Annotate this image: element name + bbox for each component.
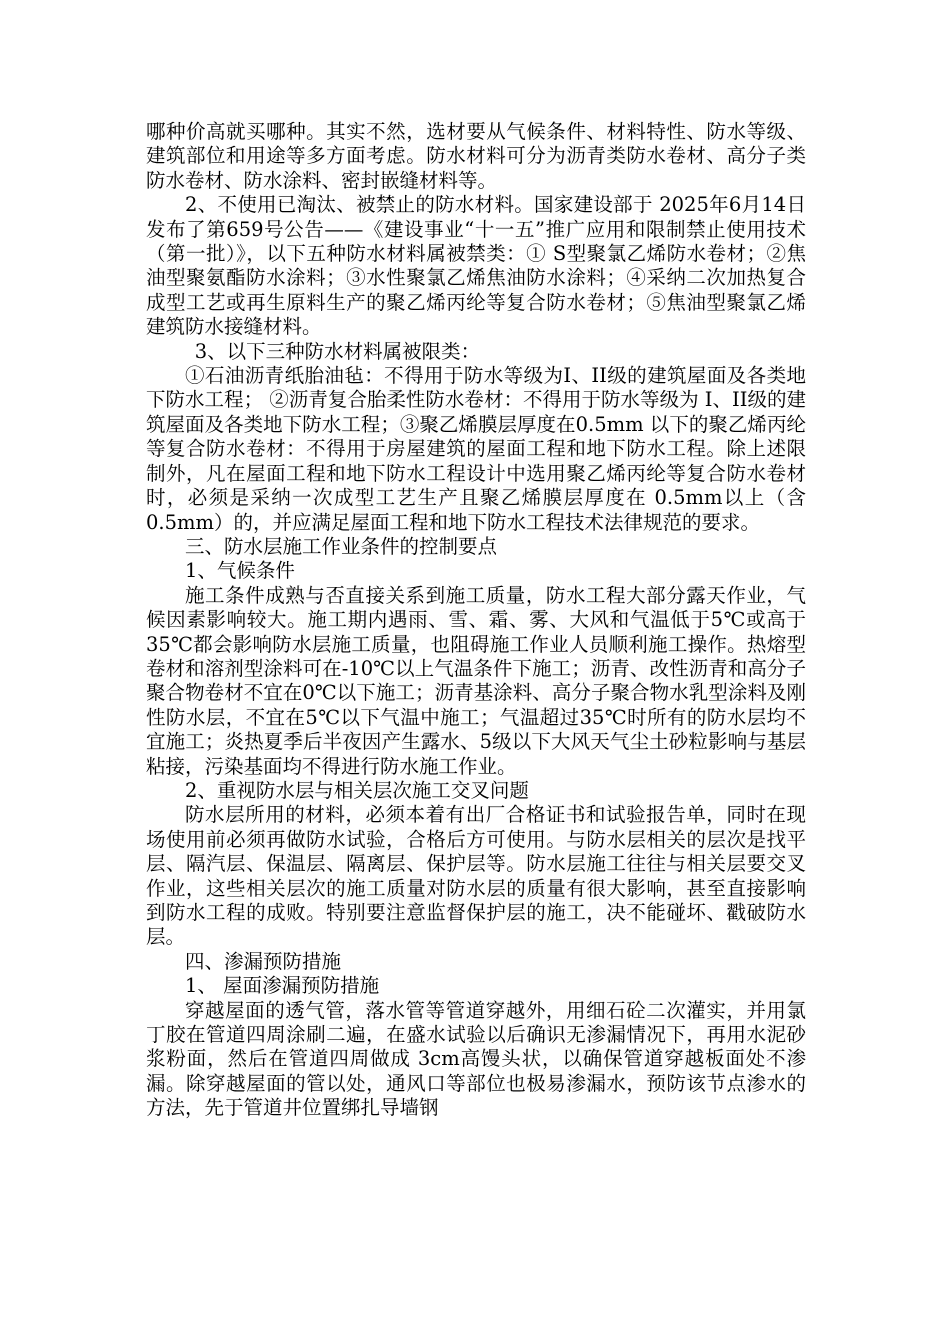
paragraph-climate: 施工条件成熟与否直接关系到施工质量，防水工程大部分露天作业，气候因素影响较大。施工期内遇雨、雪、霜、雾、大风和气温低于5℃或高于35℃都会影响防水层施工质量，也阻碍施工作业人员顺利施工操作。热熔型卷材和溶剂型涂料可在-10℃以上气温条件下施工；沥青、改性沥青和高分子聚合物卷材不宜在0℃以下施工；沥青基涂料、高分子聚合物水乳型涂料及刚性防水层，不宜在5℃以下气温中施工；气温超过35℃时所有的防水层均不宜施工；炎热夏季后半夜因产生露水、5级以下大风天气尘土砂粒影响与基层粘接，污染基面均不得进行防水施工作业。 [146,583,806,778]
paragraph-roof-leakage: 穿越屋面的透气管，落水管等管道穿越外，用细石砼二次灌实，并用氯丁胶在管道四周涂刷二遍，在盛水试验以后确识无渗漏情况下，再用水泥砂浆粉面，然后在管道四周做成 3cm高馒头状，以确保管道穿越板面处不渗漏。除穿越屋面的管以处，通风口等部位也极易渗漏水，预防该节点渗水的方法，先于管道井位置绑扎导墙钢 [146,998,806,1120]
paragraph-material-selection: 哪种价高就买哪种。其实不然，选材要从气候条件、材料特性、防水等级、建筑部位和用途等多方面考虑。防水材料可分为沥青类防水卷材、高分子类防水卷材、防水涂料、密封嵌缝材料等。 [146,120,806,192]
paragraph-banned-materials: 2、不使用已淘汰、被禁止的防水材料。国家建设部于 2025年6月14日发布了第659号公告——《建设事业“十一五”推广应用和限制禁止使用技术（第一批）》，以下五种防水材料属被禁类：① S型聚氯乙烯防水卷材；②焦油型聚氨酯防水涂料；③水性聚氯乙烯焦油防水涂料；④采纳二次加热复合成型工艺或再生原料生产的聚乙烯丙纶等复合防水卷材；⑤焦油型聚氯乙烯建筑防水接缝材料。 [146,193,806,339]
subheading-layer-crossing: 2、重视防水层与相关层次施工交叉问题 [185,778,529,802]
paragraph-restricted-heading: 3、以下三种防水材料属被限类： [194,339,481,363]
paragraph-restricted-materials: ①石油沥青纸胎油毡：不得用于防水等级为Ⅰ、II级的建筑屋面及各类地下防水工程； ②沥青复合胎柔性防水卷材：不得用于防水等级为 Ⅰ、II级的建筑屋面及各类地下防水工程；③聚乙烯膜层厚度在0.5mm 以下的聚乙烯丙纶等复合防水卷材：不得用于房屋建筑的屋面工程和地下防水工程。除上述限制外，凡在屋面工程和地下防水工程设计中选用聚乙烯丙纶等复合防水卷材时，必须是采纳一次成型工艺生产且聚乙烯膜层厚度在 0.5mm以上（含0.5mm）的，并应满足屋面工程和地下防水工程技术法律规范的要求。 [146,364,806,534]
paragraph-layer-crossing: 防水层所用的材料，必须本着有出厂合格证书和试验报告单，同时在现场使用前必须再做防水试验，合格后方可使用。与防水层相关的层次是找平层、隔汽层、保温层、隔离层、保护层等。防水层施工往往与相关层要交叉作业，这些相关层次的施工质量对防水层的质量有很大影响，甚至直接影响到防水工程的成败。特别要注意监督保护层的施工，决不能碰坏、戳破防水层。 [146,803,806,949]
section-heading-four: 四、渗漏预防措施 [185,949,342,973]
subheading-roof-leakage: 1、 屋面渗漏预防措施 [185,974,380,998]
section-heading-three: 三、防水层施工作业条件的控制要点 [185,534,498,558]
subheading-climate: 1、气候条件 [185,559,295,583]
body-text [146,120,806,1121]
